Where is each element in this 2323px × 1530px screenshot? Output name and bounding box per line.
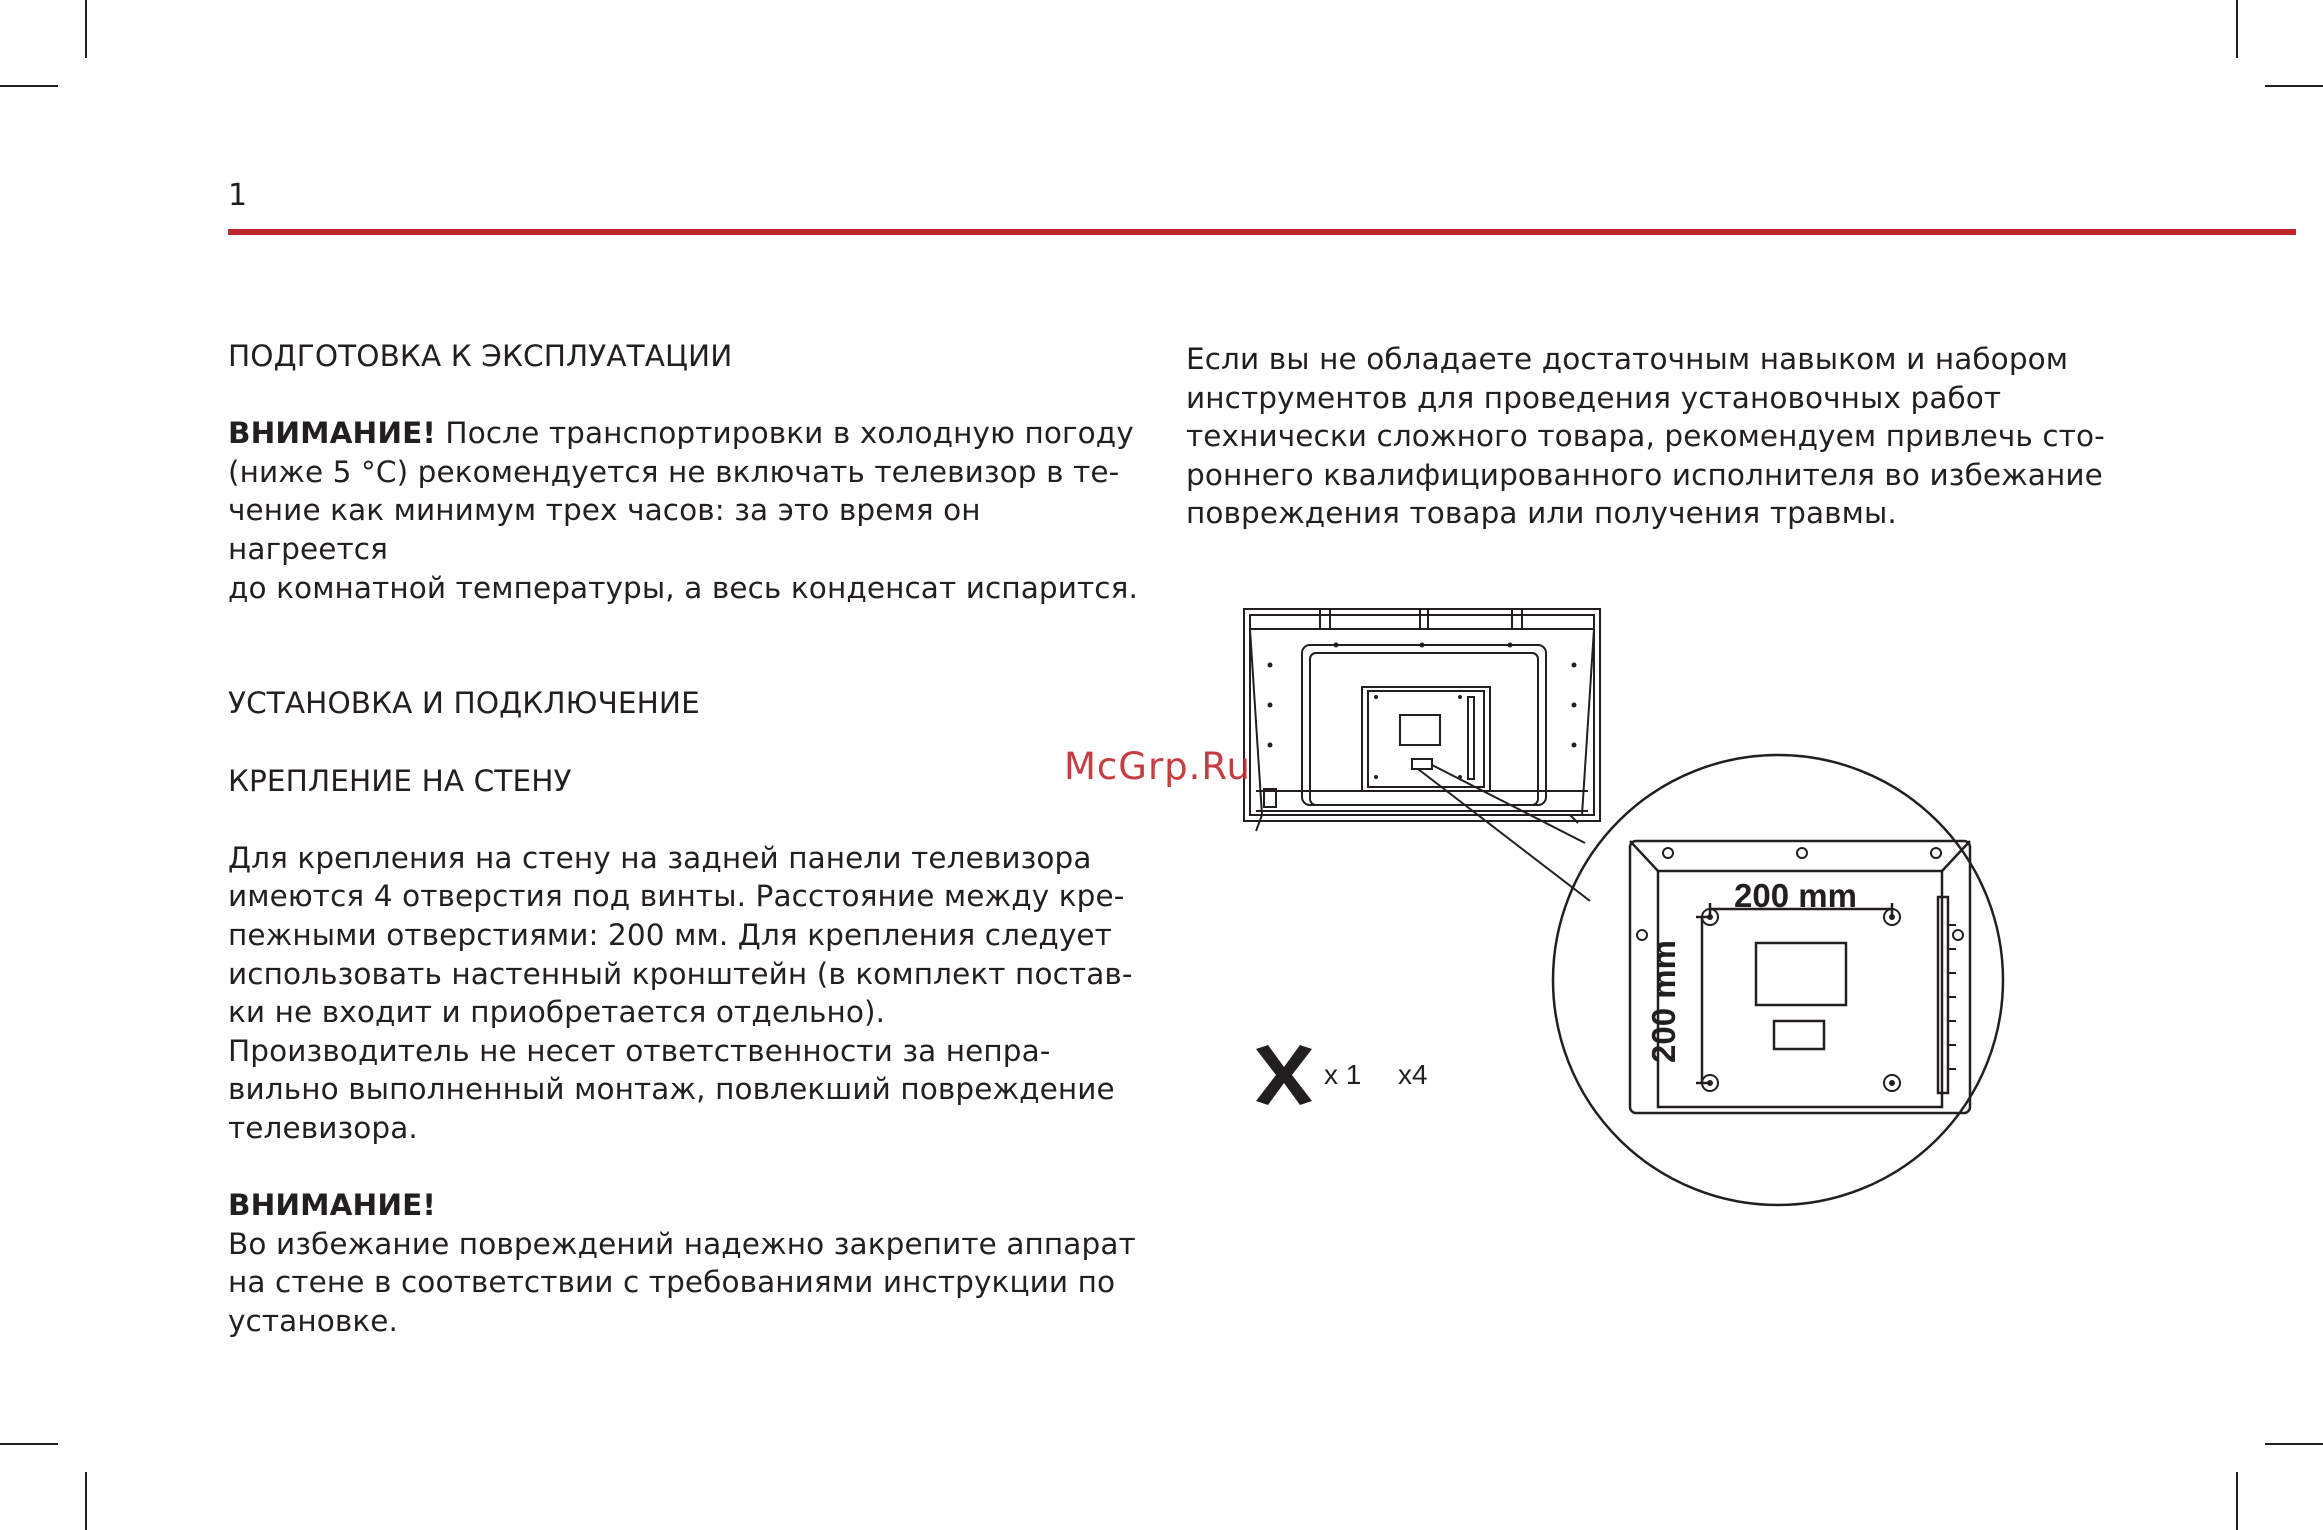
crop-mark-top-left-v [85,0,87,58]
page-number: 1 [228,178,248,213]
text-line: телевизора. [228,1110,418,1145]
crop-mark-bottom-left-h [0,1443,58,1445]
tool-quantity: x 1 [1324,1059,1362,1090]
warning-label: ВНИМАНИЕ! [228,416,436,451]
crop-mark-top-right-v [2236,0,2238,58]
spacer [228,1147,1148,1186]
dimension-label-vertical: 200 mm [1645,940,1682,1063]
magnifier-circle [1553,755,2003,1205]
warning-secure-mount [228,1186,1148,1340]
vesa-holes [1702,909,1900,1091]
right-column [1186,340,2146,533]
text-line: Производитель не несет ответственности за непра- [228,1033,1051,1068]
text-line: Во избежание повреждений надежно закрепите аппарат [228,1226,1136,1261]
tv-back-illustration [1240,605,2025,1215]
phillips-screwdriver-icon [1256,1045,1312,1105]
tv-rear-panel [1244,609,1600,831]
text-line: ки не входит и приобретается отдельно). [228,995,886,1030]
wall-mount-description [228,839,1148,1148]
text-line: инструментов для проведения установочных работ [1186,380,2002,415]
crop-mark-bottom-right-h [2265,1443,2323,1445]
text-line: на стене в соответствии с требованиями инструкции по [228,1265,1116,1300]
text-line: пежными отверстиями: 200 мм. Для крепления следует [228,917,1112,952]
text-line: технически сложного товара, рекомендуем привлечь сто- [1186,419,2105,454]
dimension-label-horizontal: 200 mm [1734,877,1857,914]
text-line: установке. [228,1303,399,1338]
callout-lines [1418,765,1590,901]
crop-mark-bottom-left-v [85,1472,87,1530]
warning-line: (ниже 5 °C) рекомендуется не включать телевизор в те- [228,454,1120,489]
warning-line: После транспортировки в холодную погоду [435,416,1134,451]
spacer [228,723,1148,762]
header-rule [228,229,2296,235]
text-line: имеются 4 отверстия под винты. Расстояние между кре- [228,879,1125,914]
text-line: роннего квалифицированного исполнителя во избежание [1186,457,2103,492]
spacer [228,607,1148,684]
spacer [228,800,1148,839]
watermark: McGrp.Ru [1064,745,1251,788]
crop-mark-bottom-right-v [2236,1472,2238,1530]
vesa-hole-centers [1707,914,1895,1086]
warning-line: чение как минимум трех часов: за это время он нагреется [228,493,981,566]
crop-mark-top-right-h [2265,85,2323,87]
text-line: использовать настенный кронштейн (в комплект постав- [228,956,1133,991]
screw-quantity: x4 [1398,1059,1428,1090]
section-title-wall-mount: КРЕПЛЕНИЕ НА СТЕНУ [228,763,572,798]
text-line: вильно выполненный монтаж, повлекший повреждение [228,1072,1115,1107]
text-line: повреждения товара или получения травмы. [1186,496,1897,531]
installer-advice [1186,340,2146,533]
text-line: Для крепления на стену на задней панели телевизора [228,840,1092,875]
section-title-installation: УСТАНОВКА И ПОДКЛЮЧЕНИЕ [228,686,700,721]
warning-label: ВНИМАНИЕ! [228,1188,436,1223]
left-column [228,337,1148,1340]
section-title-preparation: ПОДГОТОВКА К ЭКСПЛУАТАЦИИ [228,339,733,373]
warning-line: до комнатной температуры, а весь конденсат испарится. [228,570,1138,605]
dimension-lines [1696,903,1892,1083]
crop-mark-top-left-h [0,85,58,87]
warning-cold-transport [228,414,1148,607]
spacer [228,376,1148,415]
wall-mount-diagram [1240,605,2025,1215]
text-line: Если вы не обладаете достаточным навыком и набором [1186,342,2069,376]
